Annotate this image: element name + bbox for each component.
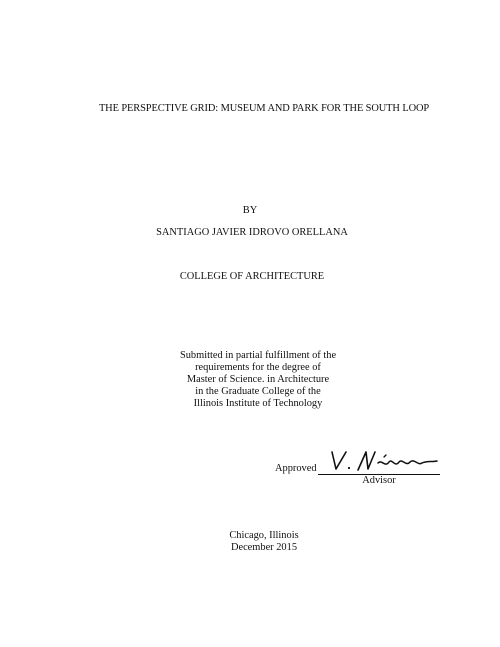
advisor-label: Advisor [362,475,396,486]
statement-line: in the Graduate College of the [195,386,321,397]
statement-line: Illinois Institute of Technology [193,398,323,409]
author-name: SANTIAGO JAVIER IDROVO ORELLANA [156,227,348,238]
location: Chicago, Illinois [229,530,299,541]
statement-line: Submitted in partial fulfillment of the [179,350,337,361]
statement-line: Master of Science. in Architecture [186,374,330,385]
submission-statement [8,350,500,410]
date: December 2015 [230,542,298,553]
approved-label: Approved [275,463,317,474]
advisor-signature [318,446,442,476]
college-name: COLLEGE OF ARCHITECTURE [179,271,325,282]
by-label: BY [242,205,258,216]
place-and-date [14,530,500,554]
thesis-title: THE PERSPECTIVE GRID: MUSEUM AND PARK FOR THE SOUTH LOOP [98,103,430,114]
statement-line: requirements for the degree of [195,362,321,373]
